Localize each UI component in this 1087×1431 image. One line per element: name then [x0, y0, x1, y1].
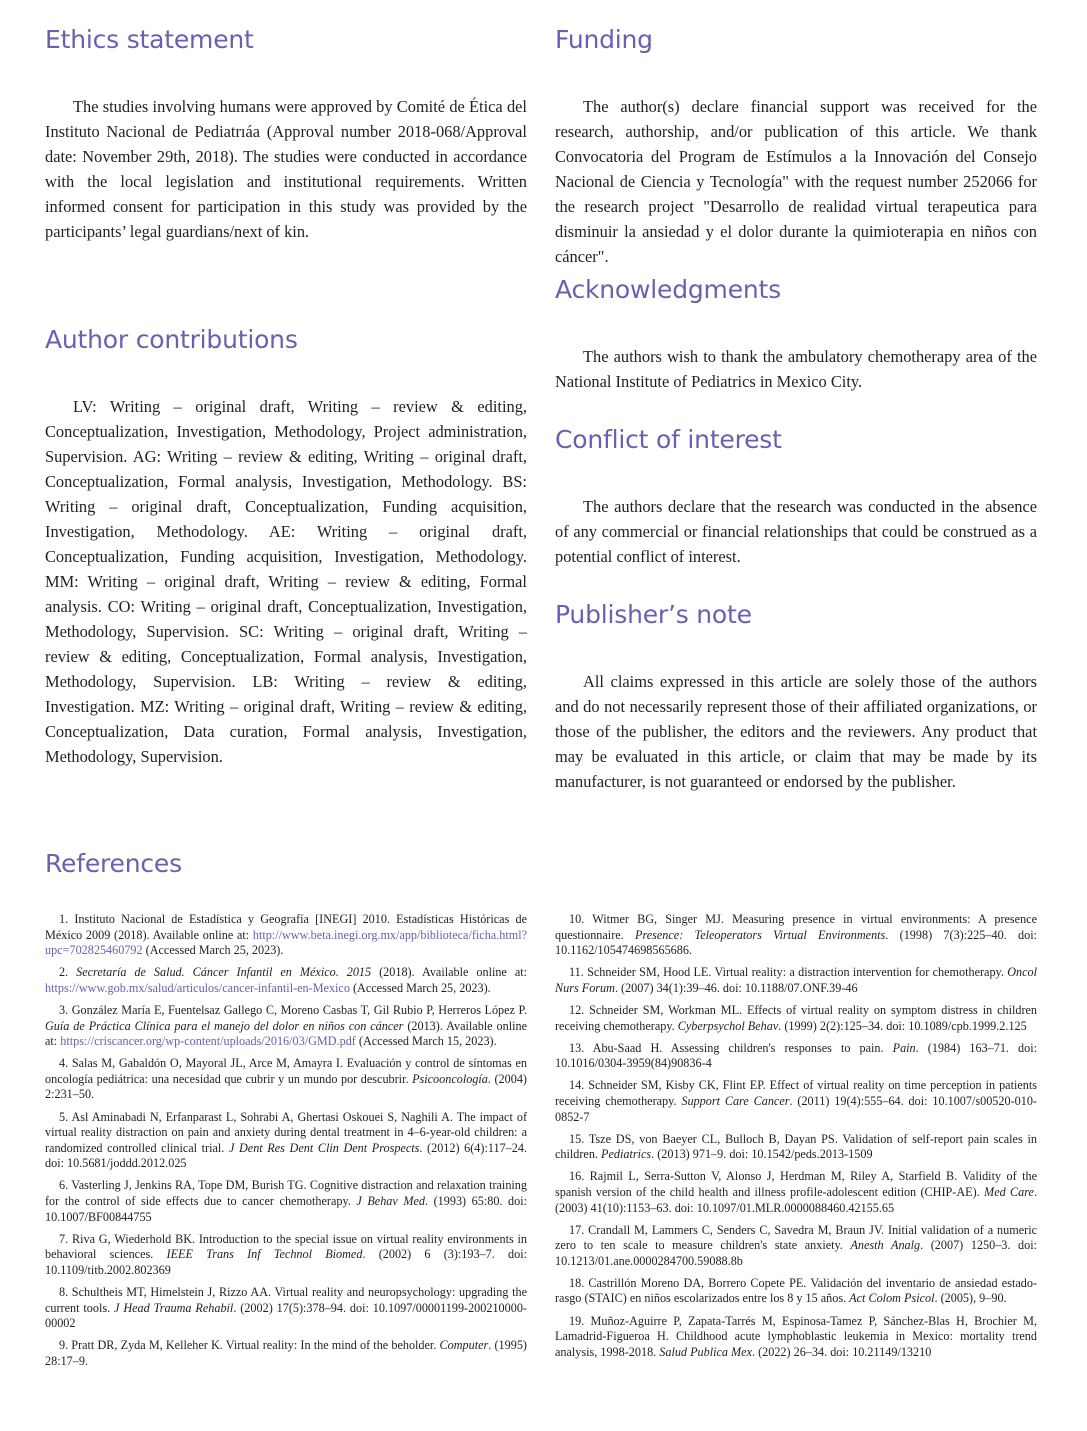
reference-source-title: J Head Trauma Rehabil	[114, 1300, 234, 1315]
reference-text: 3. González María E, Fuentelsaz Gallego C, Moreno Casbas T, Gil Rubio P, Herreros López P.	[59, 1002, 527, 1017]
reference-text: 14. Schneider SM, Kisby CK, Flint EP. Effect of virtual reality on time perception in patients receiving chemotherapy.	[555, 1078, 1037, 1108]
reference-link[interactable]: https://criscancer.org/wp-content/uploads/2016/03/GMD.pdf	[60, 1034, 356, 1049]
reference-source-title: Psicooncología	[412, 1071, 488, 1086]
reference-item	[45, 965, 527, 996]
acknowledgments-section	[555, 274, 1037, 394]
reference-text: 10. Witmer BG, Singer MJ. Measuring presence in virtual environments: A presence questionnaire.	[555, 912, 1037, 942]
reference-text: 6. Vasterling J, Jenkins RA, Tope DM, Burish TG. Cognitive distraction and relaxation training for the control of side effects due to cancer chemotherapy.	[45, 1178, 527, 1208]
reference-text: 17. Crandall M, Lammers C, Senders C, Savedra M, Braun JV. Initial validation of a numeric zero to ten scale to measure children's state anxiety.	[555, 1222, 1037, 1253]
reference-text: 5. Asl Aminabadi N, Erfanparast L, Sohrabi A, Ghertasi Oskouei S, Naghili A. The impact of virtual reality distraction on pain and anxiety during dental treatment in 4–6-year-old children: a randomized controlled clinical trial.	[45, 1109, 527, 1155]
reference-source-title: Cyberpsychol Behav	[677, 1018, 779, 1033]
reference-item	[555, 1276, 1037, 1307]
reference-item	[555, 1223, 1037, 1270]
reference-text: 13. Abu-Saad H. Assessing children's responses to pain.	[569, 1040, 893, 1055]
reference-source-title: J Behav Med	[356, 1194, 426, 1208]
reference-text: . (2002) 6 (3):193–7. doi: 10.1109/titb.2002.802369	[45, 1247, 527, 1277]
reference-item	[45, 1056, 527, 1103]
reference-text: . (2002) 17(5):378–94. doi: 10.1097/00001199-200210000-00002	[45, 1300, 527, 1331]
reference-text: . (1993) 65:80. doi: 10.1007/BF00844755	[45, 1194, 527, 1224]
acknowledgments-body: The authors wish to thank the ambulatory chemotherapy area of the National Institute of Pediatrics in Mexico City.	[555, 347, 1037, 391]
reference-text: 18. Castrillón Moreno DA, Borrero Copete PE. Validación del inventario de ansiedad estado-rasgo (STAIC) en niños escolarizados entre los 8 y 15 años.	[555, 1275, 1037, 1306]
reference-item	[555, 912, 1037, 959]
reference-source-title: Guía de Práctica Clínica para el manejo del dolor en niños con cáncer	[45, 1018, 404, 1033]
reference-text: . (2005), 9–90.	[934, 1291, 1007, 1306]
author-contributions-heading: Author contributions	[45, 325, 298, 354]
reference-item	[45, 1110, 527, 1172]
reference-text: . (2007) 1250–3. doi: 10.1213/01.ane.0000284700.59088.8b	[555, 1238, 1037, 1268]
reference-source-title: Presence: Teleoperators Virtual Environments	[635, 927, 886, 942]
reference-item	[45, 912, 527, 959]
reference-text: . (2013) 971–9. doi: 10.1542/peds.2013-1509	[651, 1147, 873, 1162]
references-heading: References	[45, 849, 182, 878]
reference-source-title: Support Care Cancer	[681, 1093, 790, 1108]
reference-text: . (2011) 19(4):555–64. doi: 10.1007/s00520-010-0852-7	[555, 1093, 1037, 1124]
reference-text: 12. Schneider SM, Workman ML. Effects of virtual reality on symptom distress in children receiving chemotherapy.	[555, 1002, 1037, 1033]
reference-text: . (1998) 7(3):225–40. doi: 10.1162/105474698565686.	[555, 927, 1037, 958]
reference-text: 7. Riva G, Wiederhold BK. Introduction to the special issue on virtual reality environments in behavioral sciences.	[45, 1231, 527, 1262]
funding-body: The author(s) declare financial support was received for the research, authorship, and/or publication of this article. We thank Convocatoria del Program de Estímulos a la Innovación del Consejo Nacional de Ciencia y Tecnología" with the request number 252066 for the research project "Desarrollo de realidad virtual terapeutica para disminuir la ansiedad y el dolor durante la quimioterapia en niños con cáncer".	[555, 97, 1037, 266]
reference-item	[555, 1003, 1037, 1034]
reference-text: 16. Rajmil L, Serra-Sutton V, Alonso J, Herdman M, Riley A, Starfield B. Validity of the spanish version of the child health and illness profile-adolescent edition (CHIP-AE).	[555, 1169, 1037, 1199]
reference-text: . (1999) 2(2):125–34. doi: 10.1089/cpb.1999.2.125	[778, 1018, 1027, 1033]
ethics-statement-section	[45, 24, 527, 244]
reference-source-title: Pain	[892, 1040, 916, 1055]
reference-text: 15. Tsze DS, von Baeyer CL, Bulloch B, Dayan PS. Validation of self-report pain scales in children.	[555, 1131, 1037, 1162]
reference-text: 4. Salas M, Gabaldón O, Mayoral JL, Arce M, Amayra I. Evaluación y control de síntomas en oncología pediátrica: una necesidad que cubrir y un mundo por descubrir.	[45, 1056, 527, 1086]
reference-item	[555, 1078, 1037, 1125]
reference-text: (Accessed March 25, 2023).	[142, 943, 284, 958]
author-contributions-section	[45, 324, 527, 769]
reference-source-title: Med Care	[984, 1184, 1034, 1199]
reference-source-title: Salud Publica Mex	[659, 1344, 752, 1359]
reference-text: 2.	[59, 965, 77, 980]
reference-text: . (2007) 34(1):39–46. doi: 10.1188/07.ONF.39-46	[614, 980, 858, 995]
reference-item	[555, 1132, 1037, 1163]
reference-source-title: Anesth Analg	[850, 1238, 921, 1253]
reference-item	[45, 1338, 527, 1369]
ethics-statement-body: The studies involving humans were approved by Comité de Ética del Instituto Nacional de Pediatrıáa (Approval number 2018-068/Approval date: November 29th, 2018). The studies were conducted in accordance with the local legislation and institutional requirements. Written informed consent for participation in this study was provided by the participants’ legal guardians/next of kin.	[45, 97, 527, 241]
reference-link[interactable]: http://www.beta.inegi.org.mx/app/biblioteca/ficha.html?upc=702825460792	[45, 927, 527, 958]
funding-heading: Funding	[555, 25, 653, 54]
reference-link[interactable]: https://www.gob.mx/salud/articulos/cancer-infantil-en-Mexico	[45, 980, 350, 995]
reference-item	[45, 1003, 527, 1050]
reference-text: . (2012) 6(4):117–24. doi: 10.5681/joddd.2012.025	[45, 1140, 528, 1171]
reference-item	[45, 1285, 527, 1332]
reference-text: 19. Muñoz-Aguirre P, Zapata-Tarrés M, Espinosa-Tamez P, Sánchez-Blas H, Brochier M, Lamadrid-Figueroa H. Childhood acute lymphoblastic leukemia in Mexico: mortality trend analysis, 1998-2018.	[555, 1313, 1037, 1359]
reference-text: . (2003) 41(10):1153–63. doi: 10.1097/01.MLR.0000088460.42155.65	[555, 1184, 1037, 1215]
reference-text: 1. Instituto Nacional de Estadística y Geografía [INEGI] 2010. Estadísticas Históricas de México 2009 (2018). Available online at:	[45, 912, 527, 942]
reference-text: (2013). Available online at:	[45, 1018, 527, 1049]
author-contributions-body: LV: Writing – original draft, Writing – review & editing, Conceptualization, Investigation, Methodology, Project administration, Supervision. AG: Writing – review & editing, Writing – original draft, Conceptualization, Formal analysis, Investigation, Methodology. BS: Writing – original draft, Conceptualization, Funding acquisition, Investigation, Methodology. AE: Writing – original draft, Conceptualization, Funding acquisition, Investigation, Methodology. MM: Writing – original draft, Writing – review & editing, Formal analysis. CO: Writing – original draft, Conceptualization, Investigation, Methodology, Supervision. SC: Writing – original draft, Writing – review & editing, Conceptualization, Formal analysis, Investigation, Methodology, Supervision. LB: Writing – review & editing, Investigation. MZ: Writing – original draft, Writing – review & editing, Conceptualization, Data curation, Formal analysis, Investigation, Methodology, Supervision.	[45, 397, 527, 766]
reference-source-title: Secretaría de Salud. Cáncer Infantil en México. 2015	[76, 965, 372, 980]
reference-item	[555, 965, 1037, 996]
reference-item	[45, 1178, 527, 1225]
publishers-note-heading: Publisher’s note	[555, 600, 752, 629]
reference-text: 8. Schultheis MT, Himelstein J, Rizzo AA. Virtual reality and neuropsychology: upgrading the current tools.	[45, 1284, 527, 1315]
reference-item	[555, 1169, 1037, 1216]
reference-source-title: J Dent Res Dent Clin Dent Prospects	[228, 1140, 420, 1155]
reference-source-title: IEEE Trans Inf Technol Biomed	[166, 1247, 363, 1262]
reference-source-title: Act Colom Psicol	[849, 1291, 935, 1306]
funding-section	[555, 24, 1037, 269]
reference-text: 9. Pratt DR, Zyda M, Kelleher K. Virtual reality: In the mind of the beholder.	[59, 1338, 440, 1353]
publishers-note-section	[555, 599, 1037, 794]
reference-text: 11. Schneider SM, Hood LE. Virtual reality: a distraction intervention for chemotherapy.	[569, 965, 1008, 980]
reference-text: (Accessed March 25, 2023).	[349, 980, 491, 995]
reference-source-title: Oncol Nurs Forum	[555, 965, 1037, 995]
conflict-of-interest-body: The authors declare that the research was conducted in the absence of any commercial or financial relationships that could be construed as a potential conflict of interest.	[555, 497, 1037, 566]
references-left-column	[45, 912, 527, 1376]
acknowledgments-heading: Acknowledgments	[555, 275, 781, 304]
reference-text: . (1995) 28:17–9.	[45, 1338, 527, 1368]
reference-text: . (2022) 26–34. doi: 10.21149/13210	[752, 1344, 932, 1359]
publishers-note-body: All claims expressed in this article are solely those of the authors and do not necessarily represent those of their affiliated organizations, or those of the publisher, the editors and the reviewers. Any product that may be evaluated in this article, or claim that may be made by its manufacturer, is not guaranteed or endorsed by the publisher.	[555, 672, 1037, 791]
reference-text: (Accessed March 15, 2023).	[355, 1034, 497, 1049]
references-right-column	[555, 912, 1037, 1367]
reference-item	[555, 1041, 1037, 1072]
ethics-statement-heading: Ethics statement	[45, 25, 254, 54]
reference-item	[555, 1314, 1037, 1361]
reference-text: . (2004) 2:231–50.	[45, 1071, 527, 1102]
reference-text: (2018). Available online at:	[371, 965, 528, 980]
reference-source-title: Pediatrics	[601, 1147, 652, 1162]
reference-item	[45, 1232, 527, 1279]
conflict-of-interest-section	[555, 424, 1037, 569]
conflict-of-interest-heading: Conflict of interest	[555, 425, 782, 454]
reference-source-title: Computer	[439, 1338, 489, 1353]
reference-text: . (1984) 163–71. doi: 10.1016/0304-3959(84)90836-4	[555, 1040, 1037, 1071]
